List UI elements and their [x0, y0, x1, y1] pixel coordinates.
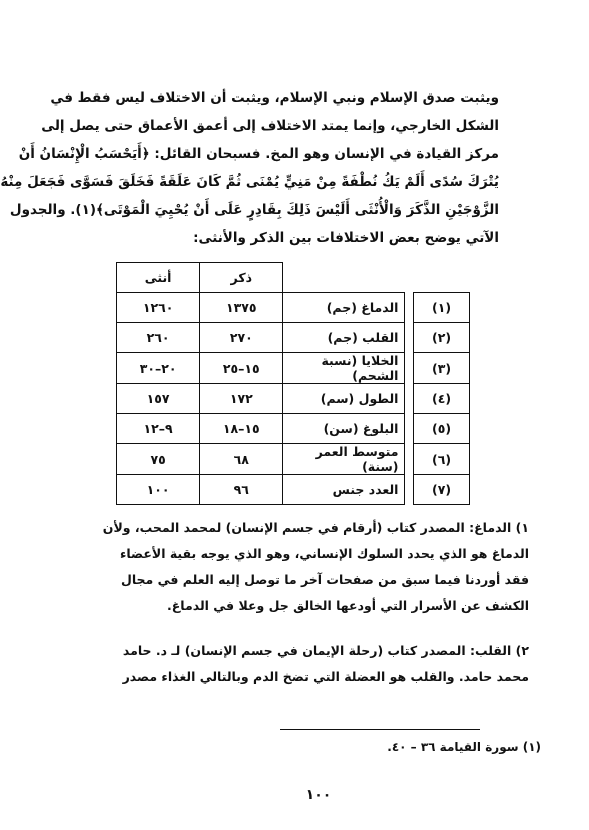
text-line: الزَّوْجَيْنِ الذَّكَرَ وَالْأُنْثَى أَلَيْسَ ذَلِكَ بِقَادِرٍ عَلَى أَنْ يُحْيِيَ الْمَوْتَى﴾(١). والجدول — [9, 202, 499, 218]
text-line: الشكل الخارجي، وإنما يمتد الاختلاف إلى أعمق الأعماق حتى يصل إلى — [41, 118, 499, 134]
table-row: (٧) العدد جنس ٩٦ ١٠٠ — [117, 475, 470, 505]
table-row: (٢) القلب (جم) ٢٧٠ ٢٦٠ — [117, 323, 470, 353]
footnote-divider — [280, 729, 480, 730]
text-line: مركز القيادة في الإنسان وهو المخ. فسبحان القائل: ﴿أَيَحْسَبُ الْإِنْسَانُ أَنْ — [18, 146, 499, 162]
table-header-row — [117, 263, 470, 293]
text-line: يُتْرَكَ سُدًى أَلَمْ يَكُ نُطْفَةً مِنْ مَنِيٍّ يُمْنَى ثُمَّ كَانَ عَلَقَةً فَخَلَقَ فَسَوَّى فَجَعَلَ مِنْهُ — [0, 174, 499, 190]
page-number: ١٠٠ — [305, 787, 332, 803]
column-header-female: أنثى — [117, 263, 200, 293]
table-row: (٣) الخلايا (نسبة الشحم) ١٥–٢٥ ٢٠–٣٠ — [117, 353, 470, 384]
comparison-table — [116, 262, 470, 505]
table-row: (٦) متوسط العمر (سنة) ٦٨ ٧٥ — [117, 444, 470, 475]
footnote: (١) سورة القيامة ٣٦ – ٤٠. — [387, 740, 541, 754]
text-line: ويثبت صدق الإسلام ونبي الإسلام، ويثبت أن الاختلاف ليس فقط في — [50, 90, 499, 106]
text-line: الآتي يوضح بعض الاختلافات بين الذكر والأنثى: — [193, 230, 499, 246]
table-row: (٤) الطول (سم) ١٧٢ ١٥٧ — [117, 384, 470, 414]
note-brain: ١) الدماغ: المصدر كتاب (أرقام في جسم الإنسان) لمحمد المحب، ولأن الدماغ هو الذي يحدد السلوك الإنساني، وهو الذي يوجه بقية الأعضاء فقد أوردنا فيما سبق من صفحات آخر ما توصل إليه العلم في مجال الكشف عن الأسرار التي أودعها الخالق جل وعلا في الدماغ. — [102, 520, 529, 613]
table-row: (١) الدماغ (جم) ١٣٧٥ ١٢٦٠ — [117, 293, 470, 323]
note-heart: ٢) القلب: المصدر كتاب (رحلة الإيمان في جسم الإنسان) لـ د. حامد محمد حامد. والقلب هو العضلة التي تضخ الدم وبالتالي الغذاء مصدر — [122, 643, 529, 684]
body-paragraph — [0, 84, 499, 252]
table-row: (٥) البلوغ (سن) ١٥–١٨ ٩–١٢ — [117, 414, 470, 444]
column-header-male: ذكر — [200, 263, 283, 293]
